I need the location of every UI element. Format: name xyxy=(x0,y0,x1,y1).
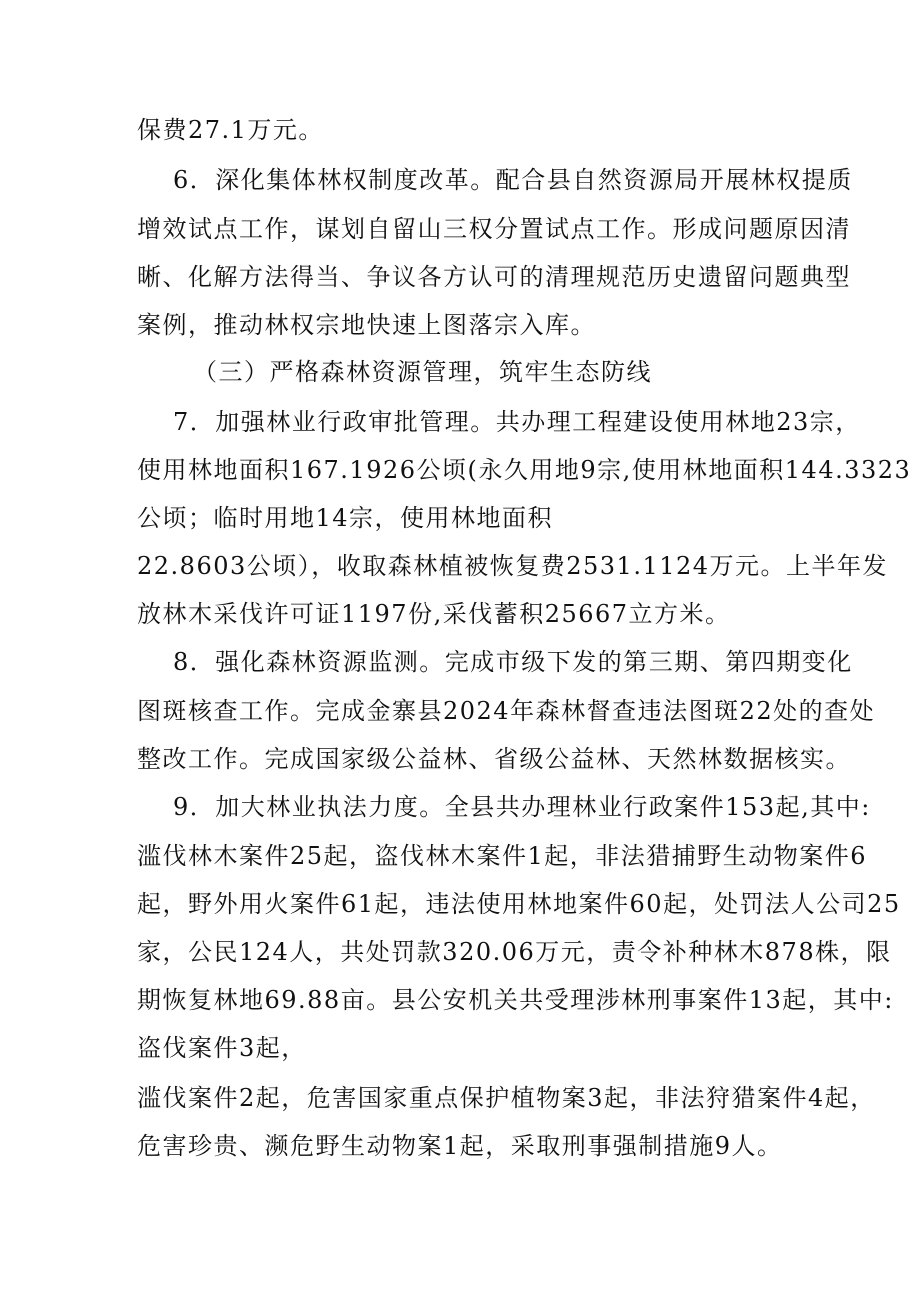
text-line: 家，公民124人，共处罚款320.06万元，责令补种林木878株，限 xyxy=(137,938,892,966)
text-line: 期恢复林地69.88亩。县公安机关共受理涉林刑事案件13起，其中: xyxy=(137,986,894,1014)
text-line: 起，野外用火案件61起，违法使用林地案件60起，处罚法人公司25 xyxy=(137,890,901,918)
text-line: 危害珍贵、濒危野生动物案1起，采取刑事强制措施9人。 xyxy=(137,1132,783,1160)
text-line: 放林木采伐许可证1197份,采伐蓄积25667立方米。 xyxy=(137,600,731,628)
text-line: 保费27.1万元。 xyxy=(137,116,324,144)
section-heading-3: （三）严格森林资源管理，筑牢生态防线 xyxy=(193,358,652,386)
text-line: 22.8603公顷），收取森林植被恢复费2531.1124万元。上半年发 xyxy=(137,552,889,580)
paragraph-item-6-heading: 6．深化集体林权制度改革。配合县自然资源局开展林权提质 xyxy=(173,166,853,194)
text-line: 盗伐案件3起， xyxy=(137,1034,307,1062)
text-line: 图斑核查工作。完成金寨县2024年森林督查违法图斑22处的查处 xyxy=(137,697,876,725)
text-line: 公顷；临时用地14宗，使用林地面积 xyxy=(137,504,554,532)
text-line: 整改工作。完成国家级公益林、省级公益林、天然林数据核实。 xyxy=(137,745,851,773)
paragraph-item-7-heading: 7．加强林业行政审批管理。共办理工程建设使用林地23宗， xyxy=(173,408,861,436)
text-line: 滥伐林木案件25起，盗伐林木案件1起，非法猎捕野生动物案件6 xyxy=(137,842,868,870)
text-line: 案例，推动林权宗地快速上图落宗入库。 xyxy=(137,311,596,339)
text-line: 使用林地面积167.1926公顷(永久用地9宗,使用林地面积144.3323 xyxy=(137,456,912,484)
text-line: 晰、化解方法得当、争议各方认可的清理规范历史遗留问题典型 xyxy=(137,263,851,291)
text-line: 增效试点工作，谋划自留山三权分置试点工作。形成问题原因清 xyxy=(137,215,851,243)
paragraph-item-8-heading: 8．强化森林资源监测。完成市级下发的第三期、第四期变化 xyxy=(173,648,853,676)
paragraph-item-9-heading: 9．加大林业执法力度。全县共办理林业行政案件153起,其中: xyxy=(173,793,871,821)
text-line: 滥伐案件2起，危害国家重点保护植物案3起，非法狩猎案件4起， xyxy=(137,1084,876,1112)
